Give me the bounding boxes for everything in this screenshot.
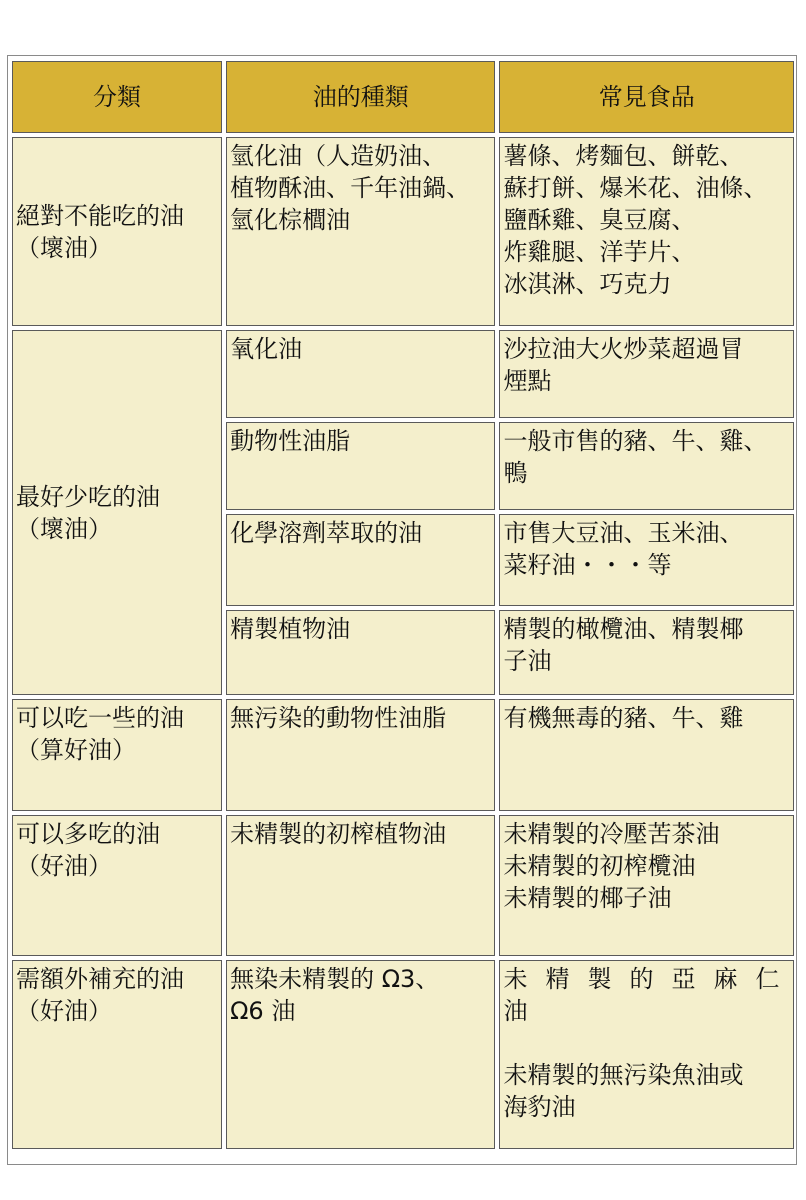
food-line: 未精製的冷壓苦茶油 — [503, 820, 720, 848]
food-line: 蘇打餅、爆米花、油條、 — [503, 174, 768, 202]
category-cell — [12, 699, 222, 811]
food-line: 冰淇淋、巧克力 — [503, 270, 672, 298]
header-category: 分類 — [12, 61, 222, 133]
foods-cell — [499, 610, 794, 695]
foods-cell — [499, 137, 794, 326]
oil-type-line: 氧化油 — [230, 335, 303, 363]
oil-type-line: 氫化油（人造奶油、 — [230, 142, 447, 170]
category-name: 最好少吃的油 — [16, 482, 160, 511]
category-tag: （算好油） — [16, 736, 136, 764]
food-line: 市售大豆油、玉米油、 — [503, 519, 744, 547]
food-line: 油 — [503, 997, 528, 1025]
food-line: 海豹油 — [503, 1093, 576, 1121]
table-row — [12, 960, 794, 1149]
food-line: 菜籽油・・・等 — [503, 551, 672, 579]
table-row — [12, 699, 794, 811]
food-line: 一般市售的豬、牛、雞、 — [503, 427, 768, 455]
oil-type-cell — [226, 960, 495, 1149]
food-line: 炸雞腿、洋芋片、 — [503, 238, 696, 266]
oil-type-line: 植物酥油、千年油鍋、 — [230, 174, 471, 202]
food-line — [503, 1027, 790, 1059]
table-row — [12, 815, 794, 956]
category-name: 絕對不能吃的油 — [16, 201, 184, 230]
oil-type-cell — [226, 514, 495, 606]
oil-type-line: 氫化棕櫚油 — [230, 206, 351, 234]
oil-type-line: Ω6 油 — [230, 997, 296, 1025]
oil-classification-table — [8, 57, 798, 1153]
foods-cell — [499, 514, 794, 606]
oil-type-cell — [226, 422, 495, 510]
food-line: 鹽酥雞、臭豆腐、 — [503, 206, 696, 234]
header-oil-type: 油的種類 — [226, 61, 495, 133]
category-tag: （好油） — [16, 997, 112, 1025]
table-row — [12, 137, 794, 326]
food-line: 煙點 — [503, 367, 552, 395]
category-cell — [12, 815, 222, 956]
foods-cell — [499, 330, 794, 418]
oil-type-line: 無染未精製的 Ω3、 — [230, 965, 440, 993]
food-line: 未精製的初榨欖油 — [503, 852, 696, 880]
oil-type-cell — [226, 330, 495, 418]
table-row — [12, 330, 794, 418]
food-line: 薯條、烤麵包、餅乾、 — [503, 142, 744, 170]
oil-type-cell — [226, 815, 495, 956]
foods-cell — [499, 422, 794, 510]
food-line: 鴨 — [503, 459, 528, 487]
category-name: 需額外補充的油 — [16, 965, 184, 993]
oil-type-cell — [226, 699, 495, 811]
category-tag: （壞油） — [16, 514, 112, 543]
food-line: 有機無毒的豬、牛、雞 — [503, 704, 744, 732]
food-line: 未精製的無污染魚油或 — [503, 1061, 744, 1089]
category-tag: （壞油） — [16, 233, 112, 262]
oil-type-line: 動物性油脂 — [230, 427, 351, 455]
category-cell — [12, 960, 222, 1149]
food-line: 未精製的椰子油 — [503, 884, 672, 912]
category-name: 可以多吃的油 — [16, 820, 160, 848]
food-line: 未精製的亞麻仁 — [503, 965, 798, 993]
category-cell — [12, 137, 222, 326]
foods-cell — [499, 960, 798, 1149]
oil-type-cell — [226, 137, 495, 326]
food-line: 子油 — [503, 647, 552, 675]
header-common-foods: 常見食品 — [499, 61, 794, 133]
oil-type-line: 未精製的初榨植物油 — [230, 820, 447, 848]
category-tag: （好油） — [16, 852, 112, 880]
food-line: 沙拉油大火炒菜超過冒 — [503, 335, 744, 363]
oil-type-cell — [226, 610, 495, 695]
header-row — [12, 61, 794, 133]
foods-cell — [499, 815, 794, 956]
category-cell — [12, 330, 222, 695]
foods-cell — [499, 699, 794, 811]
category-name: 可以吃一些的油 — [16, 704, 184, 732]
oil-type-line: 精製植物油 — [230, 615, 351, 643]
food-line: 精製的橄欖油、精製椰 — [503, 615, 744, 643]
oil-type-line: 化學溶劑萃取的油 — [230, 519, 423, 547]
oil-type-line: 無污染的動物性油脂 — [230, 704, 447, 732]
